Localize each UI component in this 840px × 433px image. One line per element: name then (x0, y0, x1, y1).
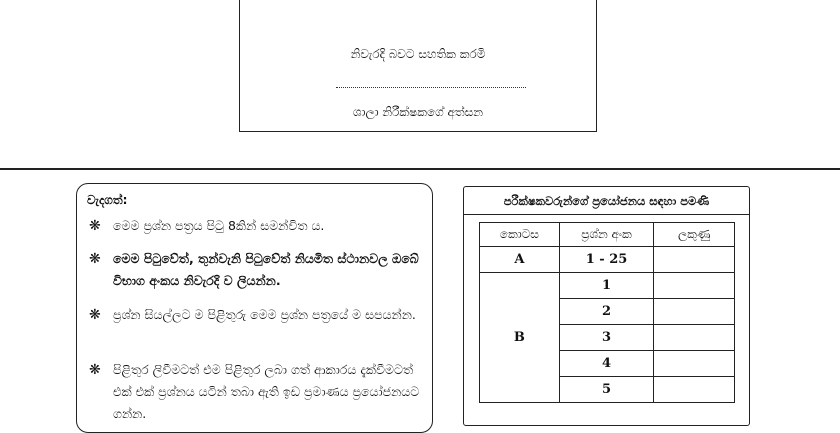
bullet-star-icon: ❋ (89, 307, 101, 323)
note-item (89, 304, 424, 352)
table-header-row (480, 223, 735, 247)
part-a-marks-cell[interactable] (654, 247, 735, 273)
note-text: ප්‍රශ්න සියල්ලට ම පිළිතුරු මෙම ප්‍රශ්න පත්‍රයේ ම සපයන්න. (113, 307, 416, 322)
examiner-use-title: පරීක්ෂකවරුන්ගේ ප්‍රයෝජනය සඳහා පමණි (464, 187, 749, 215)
marks-cell[interactable] (654, 325, 735, 351)
marks-cell[interactable] (654, 377, 735, 403)
note-item (89, 248, 424, 296)
page-divider (0, 168, 840, 170)
supervisor-signature-label: ශාලා නිරීක්ෂකගේ අත්සන (352, 105, 484, 119)
part-b-label: B (480, 273, 560, 403)
bullet-star-icon: ❋ (89, 218, 101, 234)
question-number: 5 (559, 377, 654, 403)
examiner-use-box (463, 186, 750, 426)
marks-cell[interactable] (654, 351, 735, 377)
question-number: 4 (559, 351, 654, 377)
part-a-questions: 1 - 25 (559, 247, 654, 273)
certify-correct-text: නිවැරදි බවට සහතික කරමි (350, 47, 486, 61)
header-question-no: ප්‍රශ්න අංක (559, 223, 654, 247)
marks-table (479, 222, 735, 403)
important-notes-box (76, 183, 433, 433)
note-text: මෙම ප්‍රශ්න පත්‍රය පිටු 8කින් සමන්විත ය. (113, 218, 325, 233)
note-text: මෙම පිටුවේත්, තුන්වැනි පිටුවේත් නියමිත ස්ථානවල ඔබේ විභාග අංකය නිවැරදි ව ලියන්න. (113, 251, 419, 288)
note-text: පිළිතුර ලිවීමටත් එම පිළිතුර ලබා ගත් ආකාරය දැක්වීමටත් එක් එක් ප්‍රශ්නය යටින් තබා ඇති ඉඩ ප්‍රමාණය ප්‍රයෝජනයට ගන්න. (113, 362, 420, 421)
header-part: කොටස (480, 223, 560, 247)
question-number: 1 (559, 273, 654, 299)
table-row (480, 273, 735, 299)
header-marks: ලකුණු (654, 223, 735, 247)
bullet-star-icon: ❋ (89, 362, 101, 378)
note-item (89, 359, 424, 429)
notes-heading: වැදගත්: (87, 193, 128, 207)
signature-dotted-line (336, 87, 526, 88)
part-a-label: A (480, 247, 560, 273)
certification-box (239, 0, 597, 132)
marks-cell[interactable] (654, 299, 735, 325)
bullet-star-icon: ❋ (89, 251, 101, 267)
marks-cell[interactable] (654, 273, 735, 299)
question-number: 2 (559, 299, 654, 325)
question-number: 3 (559, 325, 654, 351)
table-row (480, 247, 735, 273)
